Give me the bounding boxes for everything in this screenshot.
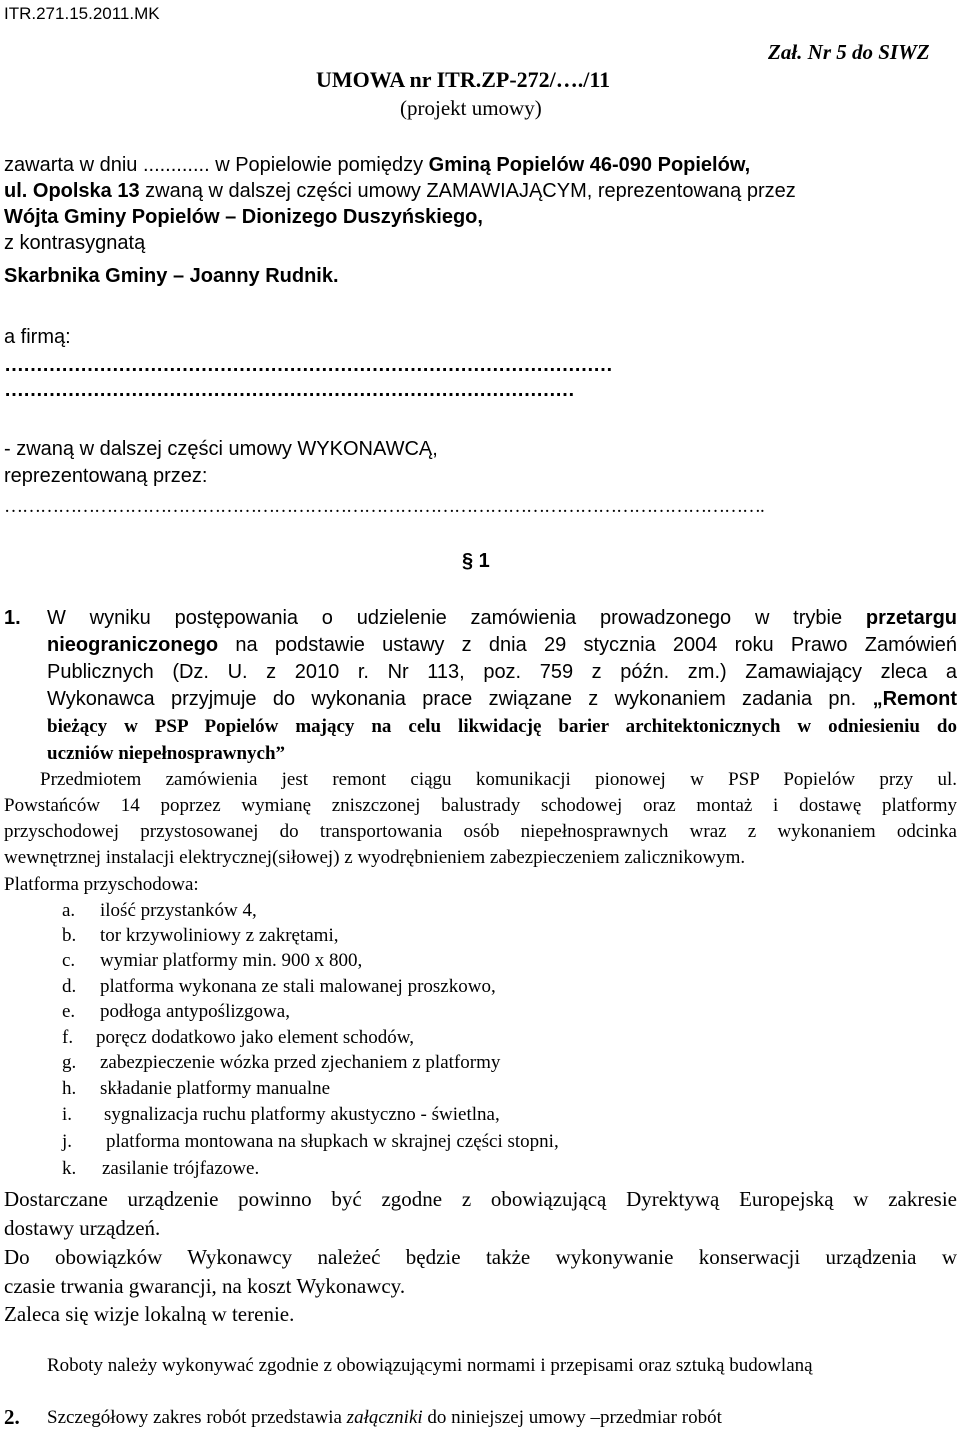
ordering-party-role: zwaną w dalszej części umowy ZAMAWIAJĄCYM, reprezentowaną przez: [145, 180, 796, 202]
treasurer-name: Skarbnika Gminy – Joanny Rudnik.: [4, 265, 339, 287]
list-item-label: h.: [62, 1078, 77, 1099]
list-item-label: e.: [62, 1001, 76, 1022]
list-item: [62, 1000, 290, 1024]
task-name-line-2: uczniów niepełnosprawnych”: [47, 743, 286, 764]
list-item: [62, 1157, 259, 1181]
list-item-text: zasilanie trójfazowe.: [102, 1158, 260, 1179]
paragraph-3-line-1: Dostarczane urządzenie powinno być zgodne z obowiązującą Dyrektywą Europejską w zakresie: [4, 1187, 957, 1211]
paragraph-2-line-3: przyschodowej przystosowanej do transportowania osób niepełnosprawnych wraz z wykonaniem odcinka: [4, 821, 957, 842]
list-item-label: k.: [62, 1158, 77, 1179]
paragraph-2-line-2: Powstańców 14 poprzez wymianę zniszczonej balustrady schodowej oraz montaż i dostawę platformy: [4, 795, 957, 816]
p7-text-c: do niniejszej umowy –przedmiar robót: [427, 1407, 722, 1428]
parties-line-1: [4, 153, 750, 177]
date-place-text: zawarta w dniu ............ w Popielowie pomiędzy: [4, 154, 424, 176]
ordering-party-representative: Wójta Gminy Popielów – Dionizego Duszyńskiego,: [4, 206, 483, 228]
list-item: [62, 975, 496, 999]
ordering-party-name: Gminą Popielów 46-090 Popielów,: [428, 154, 751, 176]
list-item-text: sygnalizacja ruchu platformy akustyczno - świetlna,: [104, 1104, 500, 1125]
list-item: [62, 924, 338, 948]
p7-text-a: Szczegółowy zakres robót przedstawia: [47, 1407, 342, 1428]
list-item-text: ilość przystanków 4,: [100, 900, 257, 921]
p1-l1-text: W wyniku postępowania o udzielenie zamówienia prowadzonego w trybie: [47, 607, 843, 629]
list-item-text: tor krzywoliniowy z zakrętami,: [100, 925, 339, 946]
ordering-party-address: ul. Opolska 13: [4, 180, 140, 202]
list-item-text: wymiar platformy min. 900 x 800,: [100, 950, 363, 971]
firm-dots-line-2: ………………………………………………………………………………: [4, 379, 574, 401]
list-item-label: g.: [62, 1052, 77, 1073]
list-item-text: platforma montowana na słupkach w skrajnej części stopni,: [106, 1131, 559, 1152]
list-item-label: c.: [62, 950, 76, 971]
list-item-text: platforma wykonana ze stali malowanej proszkowo,: [100, 976, 496, 997]
list-item-label: i.: [62, 1104, 73, 1125]
paragraph-1-number: 1.: [4, 607, 21, 629]
list-item-label: b.: [62, 925, 77, 946]
p1-l4-bold: „Remont: [872, 688, 958, 710]
contractor-representative-label: reprezentowaną przez:: [4, 465, 208, 487]
paragraph-1-line-1: [47, 606, 957, 630]
list-item: [62, 1130, 559, 1154]
list-item-label: j.: [62, 1131, 73, 1152]
list-item: [62, 899, 257, 923]
attachment-label: Zał. Nr 5 do SIWZ: [768, 40, 930, 64]
list-item-text: podłoga antypoślizgowa,: [100, 1001, 290, 1022]
contract-subtitle: (projekt umowy): [400, 96, 542, 120]
list-item: [62, 1026, 414, 1050]
contractor-role-line: - zwaną w dalszej części umowy WYKONAWCĄ,: [4, 438, 438, 460]
list-item: [62, 1051, 500, 1075]
paragraph-2-line-1: Przedmiotem zamówienia jest remont ciągu komunikacji pionowej w PSP Popielów przy ul.: [40, 769, 957, 790]
paragraph-6: Roboty należy wykonywać zgodnie z obowiązującymi normami i przepisami oraz sztuką budowlaną: [47, 1355, 813, 1376]
platform-title: Platforma przyschodowa:: [4, 874, 199, 895]
paragraph-2-line-4: wewnętrznej instalacji elektrycznej(siłowej) z wyodrębnieniem zabezpieczeniem zalicznikowym.: [4, 847, 746, 868]
paragraph-3-line-2: dostawy urządzeń.: [4, 1216, 161, 1240]
paragraph-5: Zaleca się wizje lokalną w terenie.: [4, 1302, 295, 1326]
task-name-line-1: bieżący w PSP Popielów mający na celu likwidację barier architektonicznych w odniesieniu do: [47, 716, 957, 737]
list-item-label: f.: [62, 1027, 74, 1048]
p7-attachments: załączniki: [346, 1407, 423, 1428]
p1-l2-bold: nieograniczonego: [47, 634, 219, 656]
paragraph-4-line-1: Do obowiązków Wykonawcy należeć będzie także wykonywanie konserwacji urządzenia w: [4, 1245, 957, 1269]
paragraph-2-number: 2.: [4, 1405, 20, 1429]
list-item-text: składanie platformy manualne: [100, 1078, 331, 1099]
list-item: [62, 949, 362, 973]
p1-l1-bold: przetargu: [865, 607, 958, 629]
list-item-label: d.: [62, 976, 77, 997]
contract-title: UMOWA nr ITR.ZP-272/…./11: [316, 67, 611, 92]
list-item-label: a.: [62, 900, 76, 921]
section-heading: § 1: [462, 550, 490, 572]
firm-label: a firmą:: [4, 326, 71, 348]
paragraph-1-line-3: Publicznych (Dz. U. z 2010 r. Nr 113, poz. 759 z późn. zm.) Zamawiający zleca a: [47, 661, 957, 683]
document-reference: ITR.271.15.2011.MK: [4, 4, 160, 23]
p1-l4-text: Wykonawca przyjmuje do wykonania prace związane z wykonaniem zadania pn.: [47, 688, 857, 710]
p1-l2-text: na podstawie ustawy z dnia 29 stycznia 2004 roku Prawo Zamówień: [235, 634, 958, 656]
countersignature-label: z kontrasygnatą: [4, 232, 146, 254]
parties-line-2: [4, 179, 796, 203]
list-item: [62, 1103, 500, 1127]
paragraph-1-line-4: [47, 687, 957, 711]
firm-dots-line-1: ……………………………………………………………………………………: [4, 354, 612, 376]
paragraph-1-line-2: [47, 633, 957, 657]
list-item-text: poręcz dodatkowo jako element schodów,: [96, 1027, 414, 1048]
paragraph-4-line-2: czasie trwania gwarancji, na koszt Wykonawcy.: [4, 1274, 406, 1298]
paragraph-7: [47, 1406, 722, 1430]
list-item-text: zabezpieczenie wózka przed zjechaniem z platformy: [100, 1052, 501, 1073]
contractor-representative-dots: ……………………………………………………………………………………………………………….: [4, 496, 764, 517]
list-item: [62, 1077, 330, 1101]
